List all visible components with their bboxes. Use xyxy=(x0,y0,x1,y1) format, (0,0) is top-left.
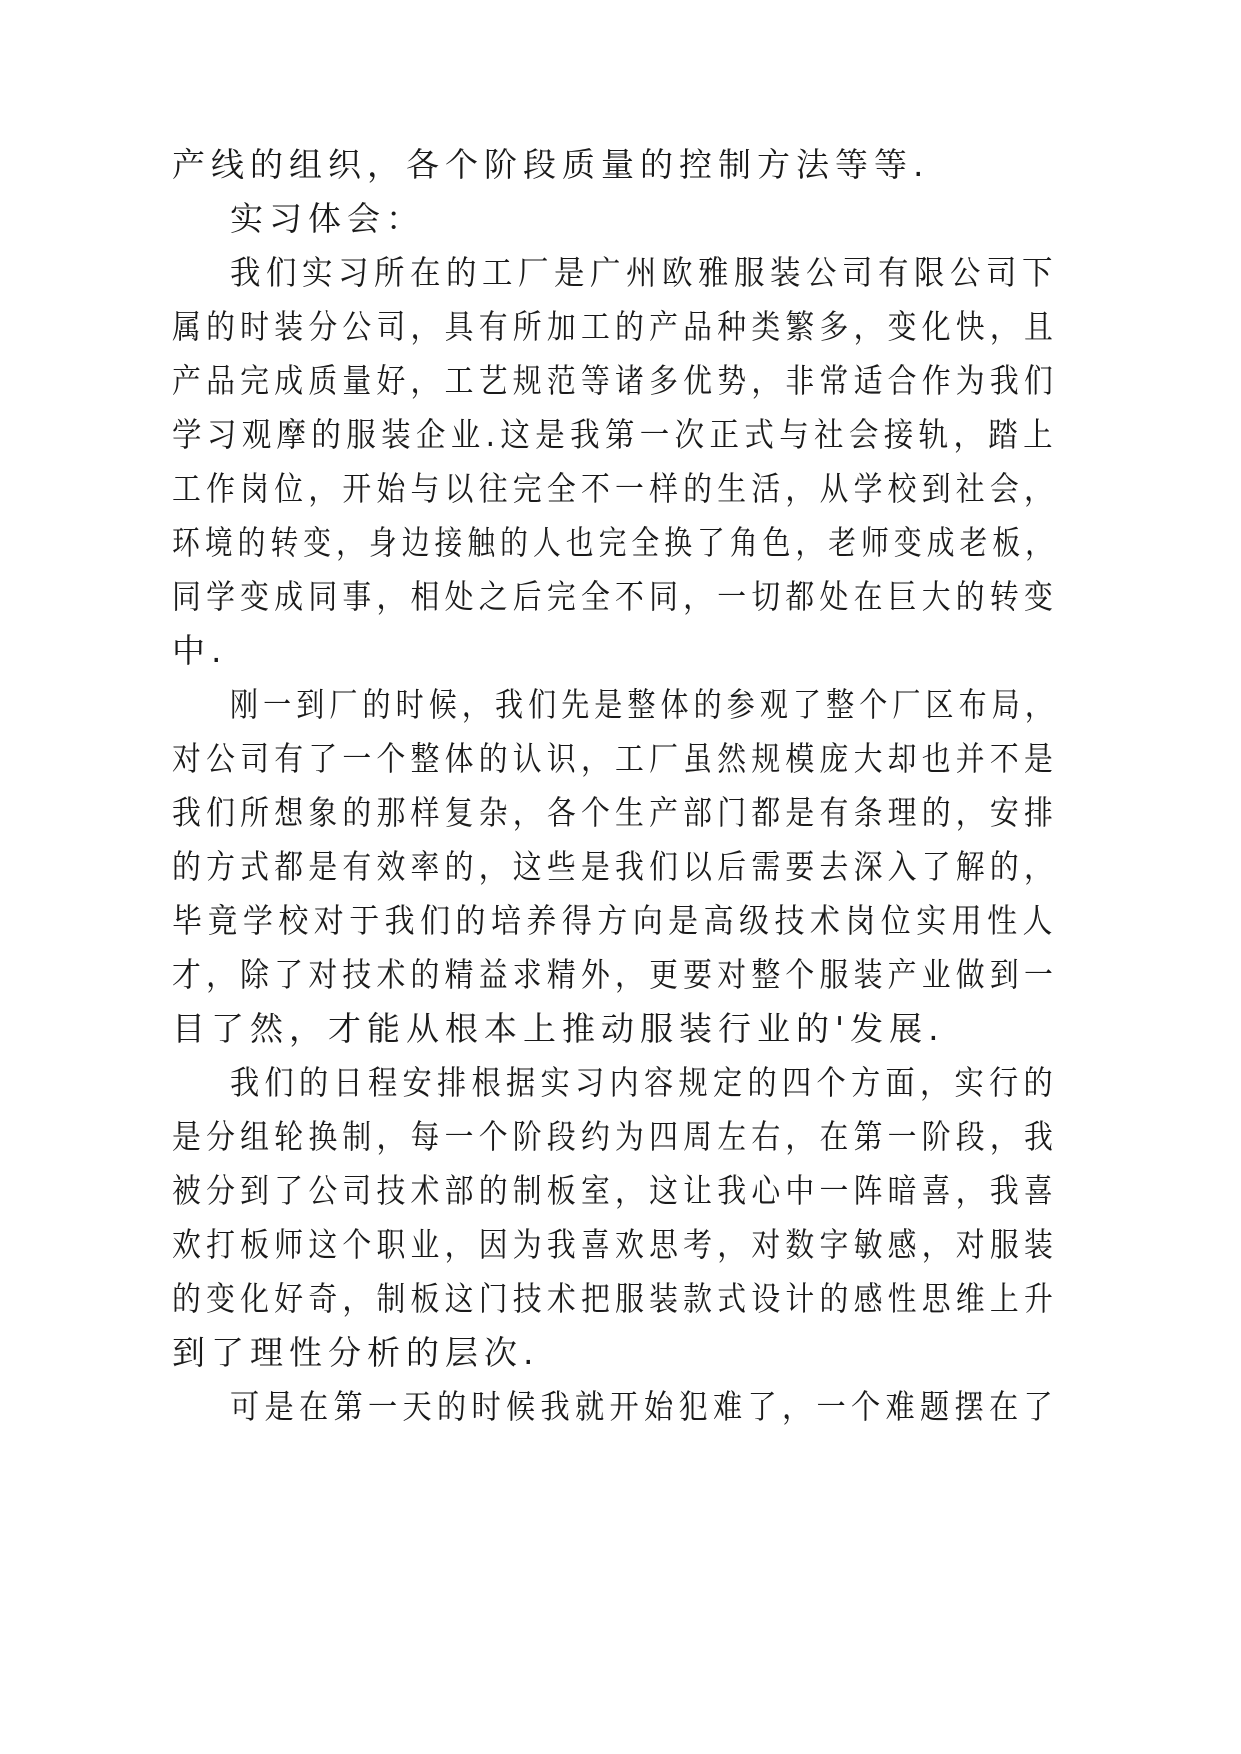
line-text: 到了理性分析的层次. xyxy=(172,1333,540,1372)
line-text: 同学变成同事，相处之后完全不同，一切都处在巨大的转变 xyxy=(172,577,1059,616)
line-text: 毕竟学校对于我们的培养得方向是高级技术岗位实用性人 xyxy=(172,901,1058,940)
line-text: 学习观摩的服装企业.这是我第一次正式与社会接轨，踏上 xyxy=(172,415,1059,454)
line-text: 我们所想象的那样复杂，各个生产部门都是有条理的，安排 xyxy=(172,793,1059,832)
text-line xyxy=(0,513,1241,573)
line-text: 环境的转变，身边接触的人也完全换了角色，老师变成老板， xyxy=(172,523,1058,562)
text-line xyxy=(0,567,1241,627)
text-line xyxy=(0,999,1241,1059)
text-line xyxy=(0,783,1241,843)
line-text: 才，除了对技术的精益求精外，更要对整个服装产业做到一 xyxy=(172,955,1059,994)
text-line xyxy=(0,945,1241,1005)
line-text: 可是在第一天的时候我就开始犯难了，一个难题摆在了 xyxy=(230,1387,1058,1426)
text-line xyxy=(0,1161,1241,1221)
text-line xyxy=(0,1053,1241,1113)
text-line xyxy=(0,1215,1241,1275)
text-line xyxy=(0,135,1241,195)
line-text: 产品完成质量好，工艺规范等诸多优势，非常适合作为我们 xyxy=(172,361,1059,400)
text-line xyxy=(0,243,1241,303)
line-text: 中. xyxy=(172,631,228,670)
line-text: 工作岗位，开始与以往完全不一样的生活，从学校到社会， xyxy=(172,469,1059,508)
line-text: 的方式都是有效率的，这些是我们以后需要去深入了解的， xyxy=(172,847,1059,886)
section-heading xyxy=(0,189,1241,249)
heading-text: 实习体会： xyxy=(230,199,425,238)
line-text: 的变化好奇，制板这门技术把服装款式设计的感性思维上升 xyxy=(172,1279,1059,1318)
text-line xyxy=(0,1377,1241,1437)
line-text: 产线的组织，各个阶段质量的控制方法等等. xyxy=(172,145,930,184)
text-line xyxy=(0,675,1241,735)
line-text: 我们的日程安排根据实习内容规定的四个方面，实行的 xyxy=(230,1063,1058,1102)
line-text: 刚一到厂的时候，我们先是整体的参观了整个厂区布局， xyxy=(230,685,1058,724)
text-line xyxy=(0,459,1241,519)
text-line xyxy=(0,351,1241,411)
text-line xyxy=(0,1323,1241,1383)
text-line xyxy=(0,297,1241,357)
text-line xyxy=(0,837,1241,897)
line-text: 对公司有了一个整体的认识，工厂虽然规模庞大却也并不是 xyxy=(172,739,1059,778)
line-text: 被分到了公司技术部的制板室，这让我心中一阵暗喜，我喜 xyxy=(172,1171,1059,1210)
text-line xyxy=(0,1107,1241,1167)
text-line xyxy=(0,1269,1241,1329)
line-text: 欢打板师这个职业，因为我喜欢思考，对数字敏感，对服装 xyxy=(172,1225,1059,1264)
line-text: 我们实习所在的工厂是广州欧雅服装公司有限公司下 xyxy=(230,253,1059,292)
text-line xyxy=(0,621,1241,681)
text-line xyxy=(0,729,1241,789)
text-line xyxy=(0,405,1241,465)
line-text: 是分组轮换制，每一个阶段约为四周左右，在第一阶段，我 xyxy=(172,1117,1059,1156)
line-text: 目了然，才能从根本上推动服装行业的'发展. xyxy=(172,1009,945,1048)
text-line xyxy=(0,891,1241,951)
line-text: 属的时装分公司，具有所加工的产品种类繁多，变化快，且 xyxy=(172,307,1059,346)
